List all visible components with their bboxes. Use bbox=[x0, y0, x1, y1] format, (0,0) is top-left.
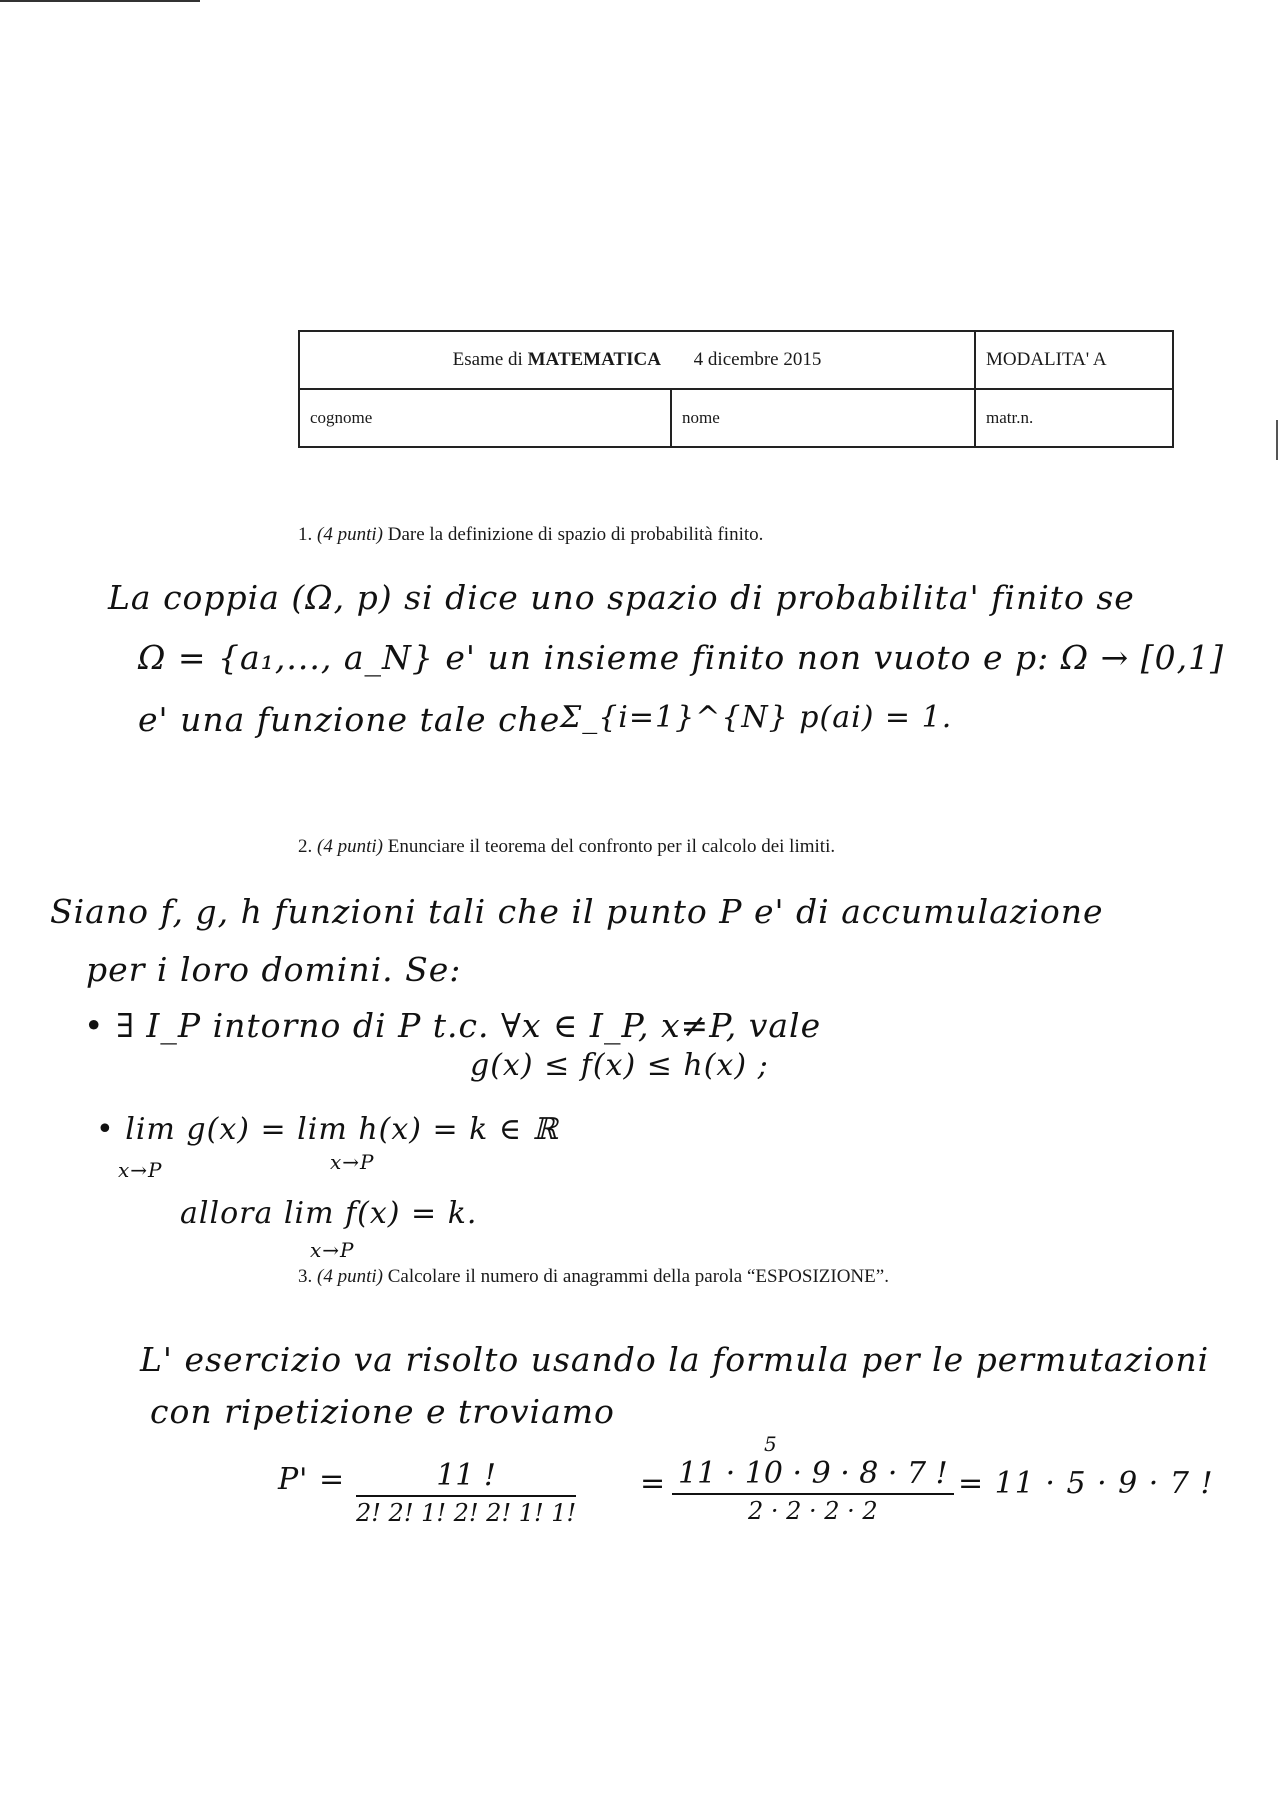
formula-lhs: P' = bbox=[278, 1462, 346, 1497]
fraction-2-denominator: 2 · 2 · 2 · 2 bbox=[747, 1497, 878, 1525]
scan-margin-mark bbox=[1276, 420, 1278, 460]
question-1 bbox=[298, 524, 763, 546]
answer-2-line-2: per i loro domini. Se: bbox=[86, 950, 462, 989]
question-2-points: (4 punti) bbox=[317, 836, 383, 857]
answer-2-sub-3: x→P bbox=[310, 1238, 355, 1262]
answer-2-line-3: • ∃ I_P intorno di P t.c. ∀x ∈ I_P, x≠P, vale bbox=[84, 1006, 822, 1045]
answer-2-sub-2: x→P bbox=[330, 1150, 375, 1174]
exam-subject: MATEMATICA bbox=[527, 349, 661, 370]
answer-2-line-1: Siano f, g, h funzioni tali che il punto P e' di accumulazione bbox=[50, 892, 1104, 931]
formula-fraction-1 bbox=[356, 1458, 576, 1527]
answer-1-line-2: Ω = {a₁,..., a_N} e' un insieme finito non vuoto e p: Ω → [0,1] bbox=[138, 638, 1224, 677]
answer-2-sub-1: x→P bbox=[118, 1158, 163, 1182]
question-3-number: 3. bbox=[298, 1266, 313, 1287]
answer-3-line-2: con ripetizione e troviamo bbox=[150, 1392, 615, 1431]
field-id: matr.n. bbox=[975, 389, 1173, 447]
fraction-1-numerator: 11 ! bbox=[436, 1458, 496, 1493]
exam-prefix: Esame di bbox=[452, 349, 523, 370]
question-2-number: 2. bbox=[298, 836, 313, 857]
field-surname: cognome bbox=[299, 389, 671, 447]
field-name: nome bbox=[671, 389, 975, 447]
header-row-title bbox=[299, 331, 1173, 389]
exam-modality: MODALITA' A bbox=[975, 331, 1173, 389]
fraction-2-numerator: 11 · 10 · 9 · 8 · 7 ! bbox=[678, 1456, 948, 1491]
exam-header-table bbox=[298, 330, 1174, 448]
answer-1-line-3: e' una funzione tale che bbox=[138, 700, 561, 739]
header-row-fields bbox=[299, 389, 1173, 447]
fraction-1-denominator: 2! 2! 1! 2! 2! 1! 1! bbox=[356, 1499, 577, 1527]
answer-2-line-4: g(x) ≤ f(x) ≤ h(x) ; bbox=[470, 1048, 769, 1083]
answer-2-line-5: • lim g(x) = lim h(x) = k ∈ ℝ bbox=[96, 1112, 559, 1147]
question-3 bbox=[298, 1266, 889, 1288]
question-1-points: (4 punti) bbox=[317, 524, 383, 545]
answer-1-sum: Σ_{i=1}^{N} p(ai) = 1. bbox=[560, 700, 953, 735]
answer-3-line-1: L' esercizio va risolto usando la formula per le permutazioni bbox=[140, 1340, 1210, 1379]
formula-equals: = bbox=[640, 1466, 667, 1501]
formula-result: = 11 · 5 · 9 · 7 ! bbox=[958, 1466, 1214, 1501]
scan-edge-line bbox=[0, 0, 200, 2]
formula-fraction-2 bbox=[672, 1456, 954, 1525]
question-1-number: 1. bbox=[298, 524, 313, 545]
question-3-points: (4 punti) bbox=[317, 1266, 383, 1287]
formula-superscript: 5 bbox=[764, 1432, 778, 1456]
exam-date: 4 dicembre 2015 bbox=[693, 349, 822, 370]
question-2-text: Enunciare il teorema del confronto per il calcolo dei limiti. bbox=[387, 836, 836, 857]
question-3-text: Calcolare il numero di anagrammi della parola “ESPOSIZIONE”. bbox=[387, 1266, 889, 1287]
answer-1-line-1: La coppia (Ω, p) si dice uno spazio di probabilita' finito se bbox=[108, 578, 1135, 617]
question-1-text: Dare la definizione di spazio di probabilità finito. bbox=[387, 524, 764, 545]
question-2 bbox=[298, 836, 835, 858]
answer-2-line-6: allora lim f(x) = k. bbox=[180, 1196, 478, 1231]
exam-title-cell bbox=[299, 331, 975, 389]
